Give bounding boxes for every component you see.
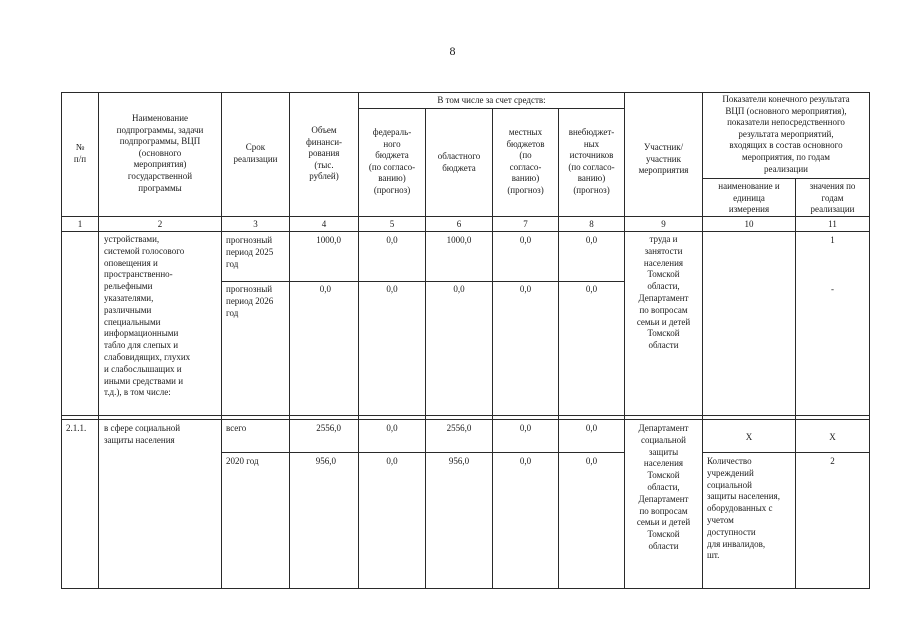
block2-num: 2.1.1. — [66, 423, 87, 433]
block2-row1-regional: 2556,0 — [446, 423, 472, 433]
header-num: № п/п — [73, 142, 87, 164]
block2-row1-local: 0,0 — [519, 423, 532, 433]
block2-row1-period: всего — [226, 423, 247, 433]
block1-row2-regional: 0,0 — [453, 284, 465, 294]
page-number: 8 — [449, 44, 456, 58]
column-number-4: 4 — [321, 219, 327, 229]
col-border-left — [61, 92, 62, 589]
header-volume: Объем финанси- рования (тыс. рублей) — [305, 125, 343, 182]
block1-row2-federal: 0,0 — [386, 284, 398, 294]
block2-row2-period: 2020 год — [226, 456, 259, 466]
column-number-1: 1 — [77, 219, 83, 229]
block1-row2-volume: 0,0 — [319, 284, 331, 294]
block1-row2-local: 0,0 — [519, 284, 532, 294]
block1-row1-period: прогнозный период 2025 год — [226, 235, 274, 269]
block1-row2-extra: 0,0 — [585, 284, 598, 294]
block1-row1-indicator-value: 1 — [830, 235, 835, 245]
indicators-header-divider — [702, 178, 869, 179]
block2-name: в сфере социальной защиты населения — [104, 423, 181, 445]
table-top-border — [61, 92, 869, 93]
header-name: Наименование подпрограммы, задачи подпрограммы, ВЦП (основного мероприятия) государственной программы — [116, 113, 204, 193]
colnum-bottom-border — [61, 231, 869, 232]
block1-row1-volume: 1000,0 — [316, 235, 341, 245]
block1-name: устройствами, системой голосового оповещения и пространственно- рельефными указателями, различными специальными информационными табло для слепых и слабовидящих, глухих и слабослышащих и иными средствами и т.д.), в том числе: — [104, 234, 191, 398]
block-separator — [61, 419, 869, 420]
column-number-8: 8 — [589, 219, 594, 229]
block2-row1-extra: 0,0 — [585, 423, 598, 433]
block2-row1-indicator-name: X — [745, 432, 753, 442]
col-border-2-3 — [221, 92, 222, 589]
column-number-9: 9 — [661, 219, 666, 229]
block2-row-divider-left — [221, 452, 624, 453]
header-indicators: Показатели конечного результата ВЦП (основного мероприятия), показатели непосредственного результата мероприятий, входящих в состав основного мероприятия, по годам реализации — [722, 94, 850, 174]
block2-row1-indicator-value: X — [829, 432, 836, 442]
header-indicator-value: значения по годам реализации — [809, 181, 856, 215]
header-participant: Участник/ участник мероприятия — [638, 142, 689, 176]
block1-row2-period: прогнозный период 2026 год — [226, 284, 274, 318]
column-number-6: 6 — [456, 219, 462, 229]
header-regional: областного бюджета — [437, 151, 481, 173]
block1-row2-indicator-value: - — [831, 284, 834, 294]
block1-row-divider — [221, 281, 624, 282]
block2-row1-federal: 0,0 — [386, 423, 398, 433]
block1-row1-local: 0,0 — [519, 235, 532, 245]
block2-row2-regional: 956,0 — [448, 456, 470, 466]
column-number-10: 10 — [744, 219, 754, 229]
block2-row2-federal: 0,0 — [386, 456, 398, 466]
header-federal: федераль- ного бюджета (по согласо- ванию) (прогноз) — [368, 127, 416, 195]
col-border-right — [869, 92, 870, 589]
block2-row-divider-right — [702, 452, 869, 453]
header-extra: внебюджет- ных источников (по согласо- ванию) (прогноз) — [568, 127, 615, 195]
col-border-5-6 — [425, 108, 426, 589]
block2-participant: Департамент социальной защиты населения Томской области, Департамент по вопросам семьи и детей Томской области — [636, 423, 691, 551]
column-number-11: 11 — [828, 219, 837, 229]
header-indicator-name: наименование и единица измерения — [718, 181, 780, 215]
block2-row1-volume: 2556,0 — [316, 423, 341, 433]
header-period: Срок реализации — [233, 142, 278, 164]
block2-row2-volume: 956,0 — [315, 456, 336, 466]
column-number-3: 3 — [253, 219, 258, 229]
header-bottom-border — [61, 216, 869, 217]
column-number-5: 5 — [389, 219, 395, 229]
column-number-7: 7 — [523, 219, 528, 229]
sources-header-divider — [358, 108, 624, 109]
block1-bottom-border — [61, 415, 869, 416]
block1-row1-regional: 1000,0 — [446, 235, 472, 245]
block1-row1-extra: 0,0 — [585, 235, 598, 245]
header-local: местных бюджетов (по согласо- ванию) (прогноз) — [506, 127, 545, 195]
table-bottom-border — [61, 588, 869, 589]
block1-participant: труда и занятости населения Томской области, Департамент по вопросам семьи и детей Томской области — [636, 234, 691, 351]
block2-row2-indicator-value: 2 — [830, 456, 835, 466]
header-sources-group: В том числе за счет средств: — [437, 95, 546, 105]
block2-row2-local: 0,0 — [519, 456, 532, 466]
block1-row1-federal: 0,0 — [386, 235, 398, 245]
block2-row2-extra: 0,0 — [585, 456, 598, 466]
block2-row2-indicator-name: Количество учреждений социальной защиты населения, оборудованных с учетом доступности для инвалидов, шт. — [707, 456, 780, 561]
column-number-2: 2 — [157, 219, 163, 229]
